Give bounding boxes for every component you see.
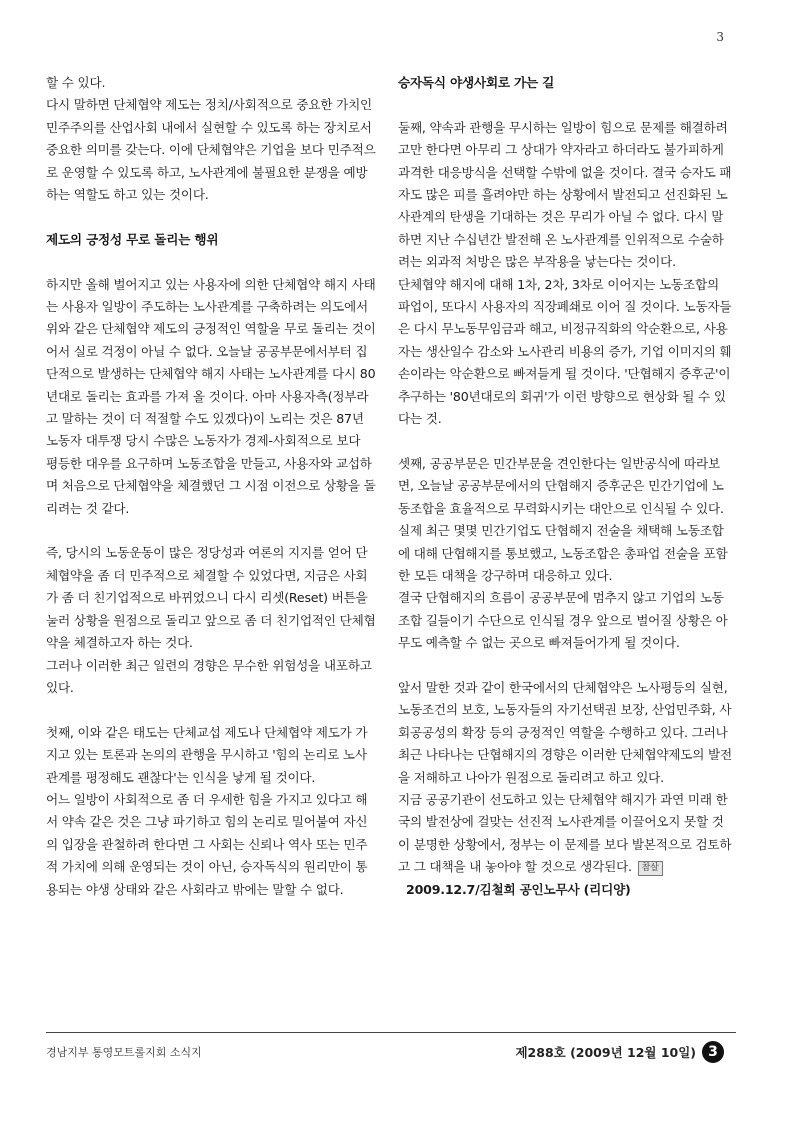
paragraph: 앞서 말한 것과 같이 한국에서의 단체협약은 노사평등의 실현, 노동조건의 보호, 노동자들의 자기선택권 보장, 산업민주화, 사회공공성의 확장 등의 긍정적인 역할을 수행하고 있다. 그러나 최근 나타나는 단협해지의 경향은 이러한 단체협약제도의 발전을 저해하고 나아가 원점으로 돌리려고 하고 있다. (398, 679, 732, 785)
paragraph: 어느 일방이 사회적으로 좀 더 우세한 힘을 가지고 있다고 해서 약속 같은 것은 그냥 파기하고 힘의 논리로 밀어붙여 자신의 입장을 관철하려 한다면 그 사회는 신뢰나 역사 또는 민주적 가치에 의해 운영되는 것이 아닌, 승자독식의 원리만이 통용되는 야생 상태와 같은 사회라고 밖에는 말할 수 없다. (46, 791, 368, 897)
page-number: 3 (716, 30, 724, 44)
issue-number: 제288호 (2009년 12월 10일) (515, 1045, 696, 1060)
footer-divider (46, 1032, 736, 1033)
section-heading: 승자독식 야생사회로 가는 길 (398, 75, 555, 90)
paragraph: 다시 말하면 단체협약 제도는 정치/사회적으로 중요한 가치인 민주주의를 산업사회 내에서 실현할 수 있도록 하는 장치로서 중요한 의미를 갖는다. 이에 단체협약은 기업을 보다 민주적으로 운영할 수 있도록 하고, 노사관계에 불필요한 분쟁을 예방하는 역할도 하고 있는 것이다. (46, 97, 376, 203)
right-column (398, 72, 732, 901)
paragraph: 결국 단협해지의 흐름이 공공부문에 멈추지 않고 기업의 노동조합 길들이기 수단으로 인식될 경우 앞으로 벌어질 상황은 아무도 예측할 수 없는 곳으로 빠져들어가게 될 것이다. (398, 590, 728, 651)
paragraph: 하지만 올해 벌어지고 있는 사용자에 의한 단체협약 해지 사태는 사용자 일방이 주도하는 노사관계를 구축하려는 의도에서 위와 같은 단체협약 제도의 긍정적인 역할을 무로 돌리는 것이어서 실로 걱정이 아닐 수 없다. 오늘날 공공부문에서부터 집단적으로 발생하는 단체협약 해지 사태는 노사관계를 다시 80년대로 돌리는 효과를 가져 올 것이다. 아마 사용자측(정부라고 말하는 것이 더 적절할 수도 있겠다)이 노리는 것은 87년 노동자 대투쟁 당시 수많은 노동자가 경제-사회적으로 보다 평등한 대우를 요구하며 노동조합을 만들고, 사용자와 교섭하며 처음으로 단체협약을 체결했던 그 시점 이전으로 상황을 돌리려는 것 같다. (46, 276, 376, 516)
issue-info (515, 1041, 724, 1063)
paragraph: 할 수 있다. (46, 75, 106, 90)
page-number-circle: 3 (702, 1041, 724, 1063)
paragraph: 첫째, 이와 같은 태도는 단체교섭 제도나 단체협약 제도가 가지고 있는 토론과 논의의 관행을 무시하고 '힘의 논리로 노사관계를 평정해도 괜찮다'는 인식을 낳게 될 것이다. (46, 724, 368, 785)
paragraph: 셋째, 공공부문은 민간부문을 견인한다는 일반공식에 따라보면, 오늘날 공공부문에서의 단협해지 증후군은 민간기업에 노동조합을 효율적으로 무력화시키는 대안으로 인식될 수 있다. 실제 최근 몇몇 민간기업도 단협해지 전술을 채택해 노동조합에 대해 단협해지를 통보했고, 노동조합은 총파업 전술을 포함한 모든 대책을 강구하며 대응하고 있다. (398, 455, 728, 583)
author-byline: 2009.12.7/김철희 공인노무사 (리디양) (406, 881, 631, 897)
paragraph: 즉, 당시의 노동운동이 많은 정당성과 여론의 지지를 얻어 단체협약을 좀 더 민주적으로 체결할 수 있었다면, 지금은 사회가 좀 더 친기업적으로 바뀌었으니 다시 리셋(Reset) 버튼을 눌러 상황을 원점으로 돌리고 앞으로 좀 더 친기업적인 단체협약을 체결하고자 하는 것다. (46, 545, 376, 651)
left-column (46, 72, 376, 901)
section-heading: 제도의 긍정성 무로 돌리는 행위 (46, 231, 219, 247)
category-badge: 참살 (638, 861, 663, 876)
paragraph-text: 지금 공공기관이 선도하고 있는 단체협약 해지가 과연 미래 한국의 발전상에 걸맞는 선진적 노사관계를 이끌어오지 못할 것이 분명한 상황에서, 정부는 이 문제를 보다 발본적으로 검토하고 그 대책을 내 놓아야 할 것으로 생각된다. (398, 791, 732, 875)
paragraph: 둘째, 약속과 관행을 무시하는 일방이 힘으로 문제를 해결하려고만 한다면 아무리 그 상대가 약자라고 하더라도 불가피하게 과격한 대응방식을 선택할 수밖에 없을 것이다. 결국 승자도 패자도 많은 피를 흘려야만 하는 상황에서 발전되고 선진화된 노사관계의 탄생을 기대하는 것은 무리가 아닐 수 없다. 다시 말하면 지난 수십년간 발전해 온 노사관계를 인위적으로 수술하려는 외과적 처방은 많은 부작용을 낳는다는 것이다. (398, 119, 732, 270)
paragraph-with-byline (398, 789, 732, 901)
paragraph: 그러나 이러한 최근 일련의 경향은 무수한 위험성을 내포하고 있다. (46, 657, 372, 695)
paragraph: 단체협약 해지에 대해 1차, 2차, 3차로 이어지는 노동조합의 파업이, 또다시 사용자의 직장폐쇄로 이어 질 것이다. 노동자들은 다시 무노동무임금과 해고, 비정규직화의 악순환으로, 사용자는 생산일수 감소와 노사관리 비용의 증가, 기업 이미지의 훼손이라는 악순환으로 빠져들게 될 것이다. '단협해지 증후군'이 추구하는 '80년대로의 회귀'가 이런 방향으로 현상화 될 수 있다는 것. (398, 276, 732, 427)
publication-name: 경남지부 통영모트롤지회 소식지 (46, 1046, 202, 1059)
